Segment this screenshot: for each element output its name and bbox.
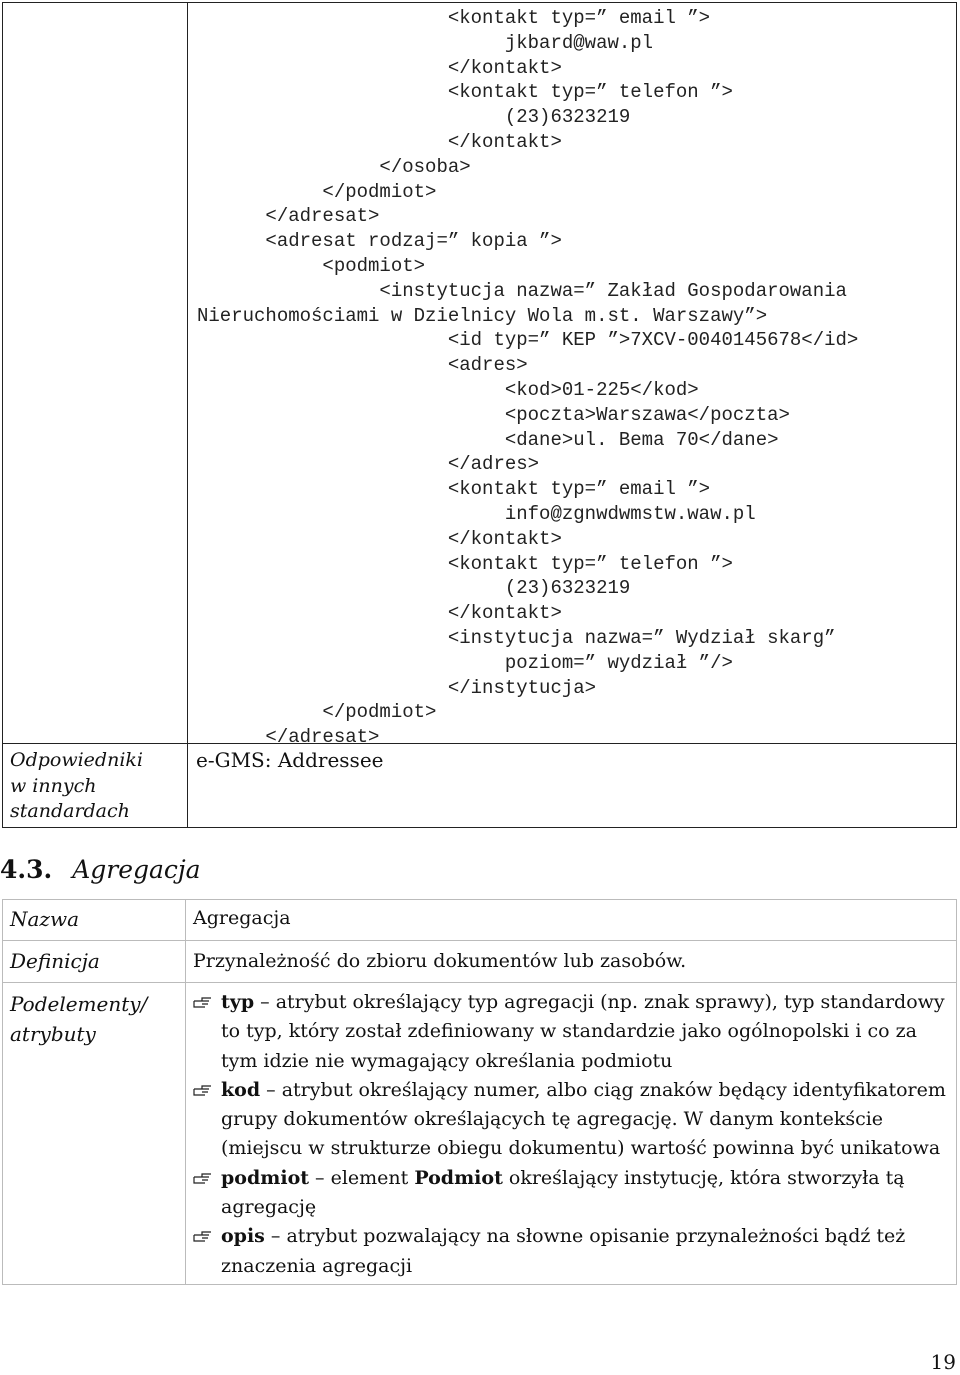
attribute-item-typ [193,988,953,1076]
code-line: Nieruchomościami w Dzielnicy Wola m.st. Warszawy”> [197,304,768,327]
attribute-description: określający instytucję, która stworzyła tą agregację [221,1166,905,1219]
code-line: <adres> [197,354,528,377]
continued-table-divider [187,2,188,828]
agregacja-table-divider [185,899,186,1285]
code-line: <kod>01-225</kod> [197,378,699,401]
code-line: <instytucja nazwa=” Zakład Gospodarowania [197,279,847,302]
bullet-icon [193,988,213,1019]
code-line: <podmiot> [197,254,426,277]
attribute-name: podmiot [221,1166,310,1189]
definicja-label: Definicja [10,949,100,973]
agregacja-row-line [2,982,957,983]
code-line: <kontakt typ=” email ”> [197,478,711,501]
podelementy-label-line: atrybuty [10,1022,96,1046]
code-line: <kontakt typ=” telefon ”> [197,552,733,575]
code-line: <poczta>Warszawa</poczta> [197,403,790,426]
page-number: 19 [930,1350,956,1374]
code-line: <instytucja nazwa=” Wydział skarg” [197,626,836,649]
code-line: jkbard@waw.pl [197,31,654,54]
attribute-description: – element [309,1166,415,1189]
code-line: </kontakt> [197,56,562,79]
code-line: </kontakt> [197,130,562,153]
odpowiedniki-label-line: Odpowiedniki [10,749,143,771]
bullet-icon [193,1164,213,1195]
section-number: 4.3. [0,855,53,884]
odpowiedniki-label [10,748,143,825]
code-line: <kontakt typ=” telefon ”> [197,81,733,104]
podelementy-label [10,989,147,1049]
agregacja-row-line [2,940,957,941]
code-line: <dane>ul. Bema 70</dane> [197,428,779,451]
code-line: </kontakt> [197,527,562,550]
bullet-icon [193,1076,213,1107]
attribute-name: kod [221,1078,261,1101]
code-line: </podmiot> [197,701,437,724]
code-line: <kontakt typ=” email ”> [197,7,711,29]
code-line: <id typ=” KEP ”>7XCV-0040145678</id> [197,329,859,352]
code-line: </osoba> [197,155,471,178]
code-line: <adresat rodzaj=” kopia ”> [197,230,562,253]
code-line: </adresat> [197,205,380,228]
section-heading [0,855,201,884]
attribute-description: – atrybut określający typ agregacji (np. znak sprawy), typ standardowy to typ, który został zdefiniowany w standardzie jako ogólnopolski i co za tym idzie nie wymagający określania podmiotu [221,991,945,1072]
code-line: (23)6323219 [197,106,631,129]
attribute-item-podmiot [193,1164,953,1223]
code-line: info@zgnwdwmstw.waw.pl [197,502,756,525]
podelementy-label-line: Podelementy/ [10,992,148,1016]
xml-example-code [197,6,858,750]
odpowiedniki-label-line: standardach [10,800,130,822]
bullet-icon [193,1222,213,1253]
section-title: Agregacja [72,855,201,884]
odpowiedniki-value: e-GMS: Addressee [196,748,384,772]
nazwa-value: Agregacja [193,907,291,929]
definicja-value: Przynależność do zbioru dokumentów lub zasobów. [193,950,687,972]
code-line: </instytucja> [197,676,597,699]
odpowiedniki-label-line: w innych [10,774,97,797]
attribute-name: typ [221,991,255,1013]
code-line: </podmiot> [197,180,437,203]
code-line: (23)6323219 [197,577,631,600]
attribute-description-bold: Podmiot [414,1166,503,1189]
code-line: </adres> [197,453,540,476]
attribute-item-opis [193,1222,953,1281]
attribute-list [193,988,953,1281]
code-line: </adresat> [197,726,380,749]
code-line: </kontakt> [197,602,562,625]
code-line: poziom=” wydział ”/> [197,651,733,674]
attribute-name: opis [221,1225,265,1248]
attribute-description: – atrybut pozwalający na słowne opisanie przynależności bądź też znaczenia agregacji [221,1225,906,1277]
attribute-item-kod [193,1076,953,1164]
nazwa-label: Nazwa [10,907,80,931]
attribute-description: – atrybut określający numer, albo ciąg znaków będący identyfikatorem grupy dokumentów określających tę agregację. W danym kontekście (miejscu w strukturze obiegu dokumentu) wartość powinna być unikatowa [221,1078,946,1160]
